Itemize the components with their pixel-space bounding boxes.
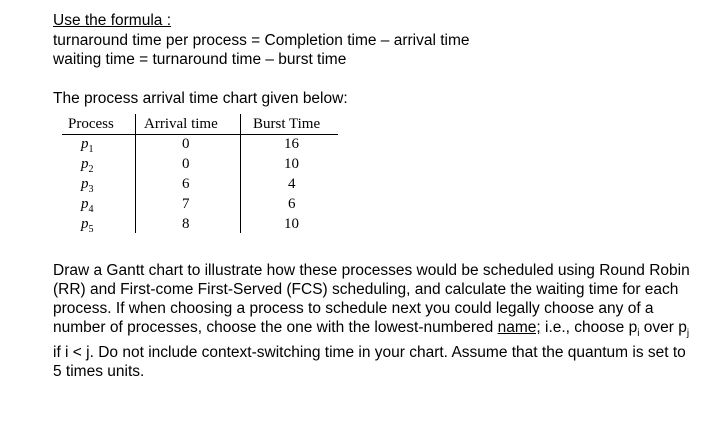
burst-value: 6 bbox=[288, 196, 296, 212]
process-name: $p_1$ bbox=[81, 136, 94, 155]
process-name: $p_3$ bbox=[81, 176, 94, 195]
process-name: $p_2$ bbox=[81, 156, 94, 175]
underlined-name-word: name; bbox=[497, 319, 541, 336]
arrival-value: 0 bbox=[182, 156, 190, 172]
process-name: $p_5$ bbox=[81, 216, 94, 235]
arrival-value: 0 bbox=[182, 136, 190, 152]
arrival-value: 6 bbox=[182, 176, 190, 192]
header-process: Process bbox=[68, 116, 114, 132]
burst-value: 16 bbox=[284, 136, 299, 152]
turnaround-formula: turnaround time per process = Completion time – arrival time bbox=[53, 32, 470, 49]
waiting-formula: waiting time = turnaround time – burst time bbox=[53, 51, 347, 68]
column-separator bbox=[240, 114, 241, 233]
formula-heading: Use the formula : bbox=[53, 12, 172, 29]
column-separator bbox=[135, 114, 136, 233]
process-name: $p_4$ bbox=[81, 196, 94, 215]
formula-block bbox=[53, 31, 470, 69]
arrival-value: 7 bbox=[182, 196, 190, 212]
burst-value: 10 bbox=[284, 216, 299, 232]
question-text: Draw a Gantt chart to illustrate how these processes would be scheduled using Round Robin (RR) and First-come First-Served (FCS) scheduling, and calculate the waiting time for each process. If when choosing a process to schedule next you could legally choose any of a number of processes, choose the one with the lowest-numbered name; i.e., choose $p_i$ over $p_j$ if i < j. Do not include context-switching time in your chart. Assume that the quantum is set to 5 times units. bbox=[53, 262, 690, 381]
burst-value: 4 bbox=[288, 176, 296, 192]
header-burst-time: Burst Time bbox=[253, 116, 321, 132]
chart-intro-text: The process arrival time chart given below: bbox=[53, 90, 348, 107]
header-arrival-time: Arrival time bbox=[144, 116, 218, 132]
burst-value: 10 bbox=[284, 156, 299, 172]
arrival-value: 8 bbox=[182, 216, 190, 232]
